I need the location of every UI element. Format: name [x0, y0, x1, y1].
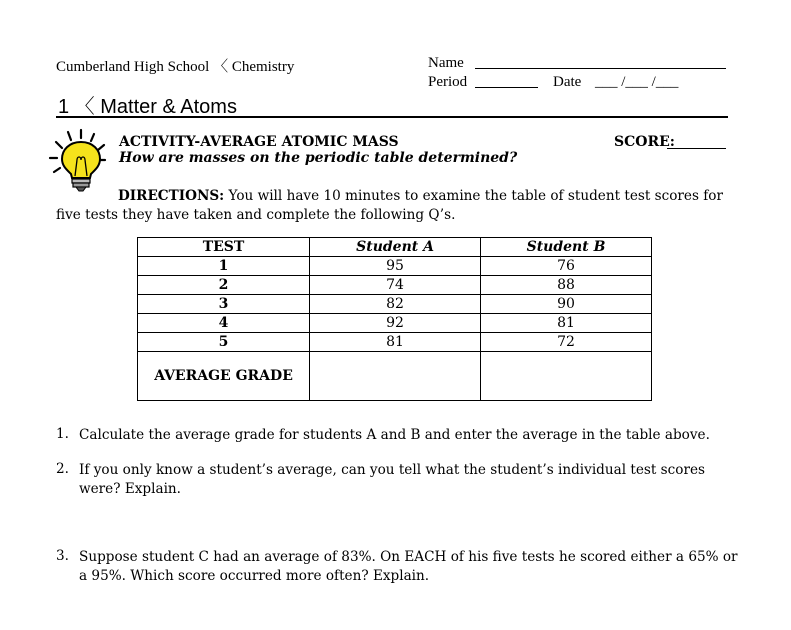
question-number: 2.	[56, 461, 69, 477]
student-b-score: 76	[481, 257, 652, 276]
date-label: Date	[553, 74, 582, 90]
student-b-average-input[interactable]	[481, 352, 652, 401]
table-header-row	[138, 238, 652, 257]
name-field[interactable]	[475, 68, 726, 69]
table-row	[138, 276, 652, 295]
test-number: 2	[138, 276, 310, 295]
question-number: 3.	[56, 548, 69, 564]
table-row	[138, 314, 652, 333]
unit-title: 1 〈 Matter & Atoms	[58, 96, 237, 118]
test-number: 1	[138, 257, 310, 276]
test-number: 3	[138, 295, 310, 314]
student-b-score: 72	[481, 333, 652, 352]
student-a-score: 92	[310, 314, 481, 333]
directions-text: You will have 10 minutes to examine the table of student test scores for five tests they have taken and complete the following Q’s.	[56, 188, 723, 223]
average-label: AVERAGE GRADE	[138, 352, 310, 401]
student-a-score: 82	[310, 295, 481, 314]
header-test: TEST	[138, 238, 310, 257]
question-text: Calculate the average grade for students A and B and enter the average in the table above.	[79, 427, 710, 443]
average-row	[138, 352, 652, 401]
test-number: 5	[138, 333, 310, 352]
student-b-score: 88	[481, 276, 652, 295]
question-text: If you only know a student’s average, can you tell what the student’s individual test scores were? Explain.	[79, 462, 705, 497]
question-number: 1.	[56, 426, 69, 442]
header-divider	[56, 116, 728, 118]
score-field[interactable]	[667, 148, 726, 149]
activity-title: ACTIVITY-AVERAGE ATOMIC MASS	[119, 134, 399, 150]
student-b-score: 81	[481, 314, 652, 333]
scores-table	[137, 237, 652, 401]
period-label: Period	[428, 74, 468, 90]
period-field[interactable]	[475, 87, 538, 88]
school-course: Cumberland High School 〈 Chemistry	[56, 59, 295, 75]
name-label: Name	[428, 55, 464, 71]
student-a-score: 95	[310, 257, 481, 276]
test-number: 4	[138, 314, 310, 333]
directions	[56, 187, 736, 224]
student-a-average-input[interactable]	[310, 352, 481, 401]
student-a-score: 74	[310, 276, 481, 295]
table-row	[138, 333, 652, 352]
guiding-question: How are masses on the periodic table determined?	[119, 150, 518, 166]
table-row	[138, 295, 652, 314]
question-text: Suppose student C had an average of 83%. On EACH of his five tests he scored either a 65% or a 95%. Which score occurred more often? Explain.	[79, 549, 738, 584]
student-a-score: 81	[310, 333, 481, 352]
header-student-b: Student B	[481, 238, 652, 257]
score-label: SCORE:	[614, 134, 675, 150]
table-row	[138, 257, 652, 276]
directions-label: DIRECTIONS:	[118, 188, 225, 204]
date-field[interactable]: ___ /___ /___	[595, 74, 679, 90]
student-b-score: 90	[481, 295, 652, 314]
lightbulb-icon	[48, 128, 110, 192]
header-student-a: Student A	[310, 238, 481, 257]
